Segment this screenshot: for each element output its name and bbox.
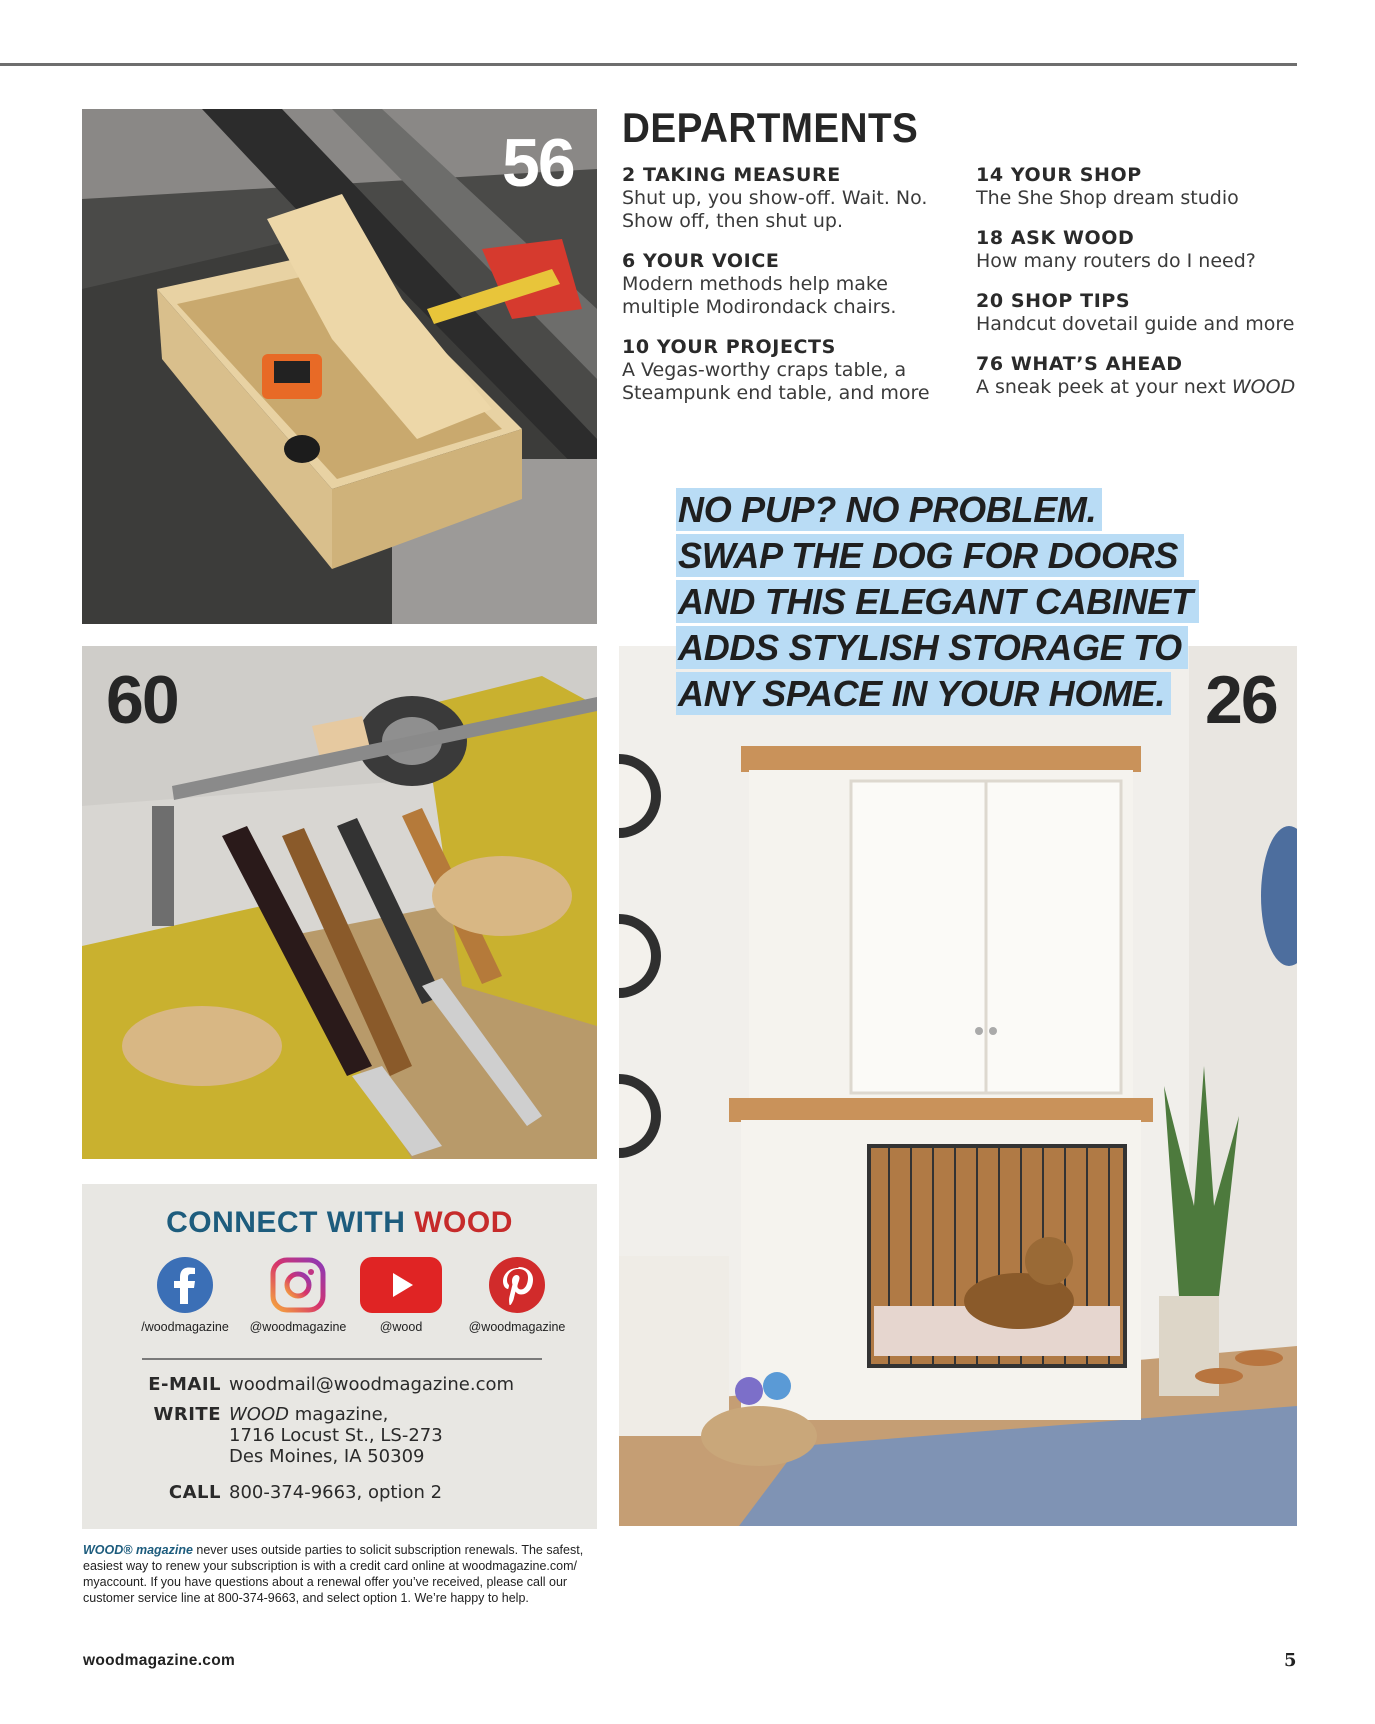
department-item[interactable] bbox=[622, 249, 962, 319]
connect-box bbox=[82, 1184, 597, 1529]
department-heading: 6 YOUR VOICE bbox=[622, 250, 780, 272]
subscription-disclaimer bbox=[83, 1542, 613, 1606]
headline-line: ANY SPACE IN YOUR HOME. bbox=[676, 672, 1171, 715]
pinterest-icon bbox=[488, 1256, 546, 1314]
department-heading: 2 TAKING MEASURE bbox=[622, 164, 841, 186]
contact-label: CALL bbox=[168, 1482, 221, 1503]
social-facebook[interactable] bbox=[125, 1256, 245, 1334]
feature-headline bbox=[676, 488, 1193, 718]
department-description: Handcut dovetail guide and more bbox=[976, 313, 1295, 335]
top-rule bbox=[0, 63, 1297, 66]
contact-address-line: 1716 Locust St., LS-273 bbox=[229, 1425, 443, 1446]
department-item[interactable] bbox=[976, 226, 1296, 273]
headline-line: NO PUP? NO PROBLEM. bbox=[676, 488, 1102, 531]
contact-phone[interactable]: 800-374-9663, option 2 bbox=[229, 1482, 443, 1503]
page-number-60: 60 bbox=[106, 662, 178, 738]
contact-address-line: Des Moines, IA 50309 bbox=[229, 1446, 425, 1467]
department-item[interactable] bbox=[622, 163, 962, 233]
department-description: How many routers do I need? bbox=[976, 250, 1256, 272]
department-description-brand: WOOD bbox=[1231, 376, 1296, 398]
department-description: Shut up, you show-off. Wait. No. Show off, then shut up. bbox=[622, 187, 928, 232]
department-heading: 18 ASK WOOD bbox=[976, 227, 1135, 249]
youtube-icon bbox=[359, 1256, 443, 1314]
page-number-56: 56 bbox=[502, 125, 574, 201]
department-description: A Vegas-worthy craps table, a Steampunk end table, and more bbox=[622, 359, 930, 404]
department-item[interactable] bbox=[976, 163, 1296, 210]
contact-call-row bbox=[82, 1482, 597, 1504]
departments-title: DEPARTMENTS bbox=[622, 104, 919, 151]
department-description bbox=[976, 376, 1296, 399]
photo-tool-tote bbox=[82, 109, 597, 624]
contact-address-brand: WOOD bbox=[229, 1404, 289, 1425]
facebook-icon bbox=[156, 1256, 214, 1314]
connect-title-text: CONNECT WITH bbox=[166, 1206, 415, 1239]
social-label: @wood bbox=[379, 1320, 423, 1334]
social-instagram[interactable] bbox=[238, 1256, 358, 1334]
department-description: Modern methods help make multiple Modirondack chairs. bbox=[622, 273, 897, 318]
disclaimer-brand: WOOD® magazine bbox=[83, 1543, 193, 1557]
contact-address bbox=[229, 1404, 443, 1467]
headline-line: ADDS STYLISH STORAGE TO bbox=[676, 626, 1188, 669]
photo-dog-cabinet bbox=[619, 646, 1297, 1526]
instagram-icon bbox=[269, 1256, 327, 1314]
department-item[interactable] bbox=[622, 335, 962, 405]
contact-address-line: magazine, bbox=[289, 1404, 389, 1425]
department-heading: 76 WHAT’S AHEAD bbox=[976, 353, 1183, 375]
department-description: The She Shop dream studio bbox=[976, 187, 1239, 209]
department-heading: 10 YOUR PROJECTS bbox=[622, 336, 836, 358]
department-item[interactable] bbox=[976, 352, 1296, 399]
disclaimer-text: never uses outside parties to solicit subscription renewals. The safest, easiest way to renew your subscription is with a credit card online at woodmagazine.com/ myaccount. If you have questions about a renewal offer you’ve received, please call our customer service line at 800-374-9663, and select option 1. We’re happy to help. bbox=[83, 1543, 584, 1605]
contact-email-link[interactable]: woodmail@woodmagazine.com bbox=[229, 1374, 515, 1395]
headline-line: AND THIS ELEGANT CABINET bbox=[676, 580, 1199, 623]
photo-lathe-tools bbox=[82, 646, 597, 1159]
social-label: @woodmagazine bbox=[249, 1320, 347, 1334]
departments-right-column bbox=[976, 163, 1296, 415]
connect-title bbox=[82, 1206, 597, 1240]
footer-page-number: 5 bbox=[1284, 1650, 1297, 1671]
page-number-26: 26 bbox=[1205, 662, 1277, 738]
contact-write-row bbox=[82, 1404, 597, 1474]
department-heading: 14 YOUR SHOP bbox=[976, 164, 1142, 186]
connect-title-brand: WOOD bbox=[414, 1206, 513, 1239]
social-pinterest[interactable] bbox=[457, 1256, 577, 1334]
contact-info bbox=[82, 1374, 597, 1512]
social-youtube[interactable] bbox=[341, 1256, 461, 1334]
headline-line: SWAP THE DOG FOR DOORS bbox=[676, 534, 1184, 577]
department-heading: 20 SHOP TIPS bbox=[976, 290, 1131, 312]
departments-left-column bbox=[622, 163, 962, 421]
social-label: /woodmagazine bbox=[141, 1320, 229, 1334]
contact-label: WRITE bbox=[153, 1404, 221, 1425]
contact-email-row bbox=[82, 1374, 597, 1396]
contact-label: E-MAIL bbox=[148, 1374, 221, 1395]
footer-website-link[interactable]: woodmagazine.com bbox=[83, 1652, 236, 1669]
department-item[interactable] bbox=[976, 289, 1296, 336]
department-description-text: A sneak peek at your next bbox=[976, 376, 1232, 398]
connect-divider bbox=[142, 1358, 542, 1360]
social-label: @woodmagazine bbox=[468, 1320, 566, 1334]
